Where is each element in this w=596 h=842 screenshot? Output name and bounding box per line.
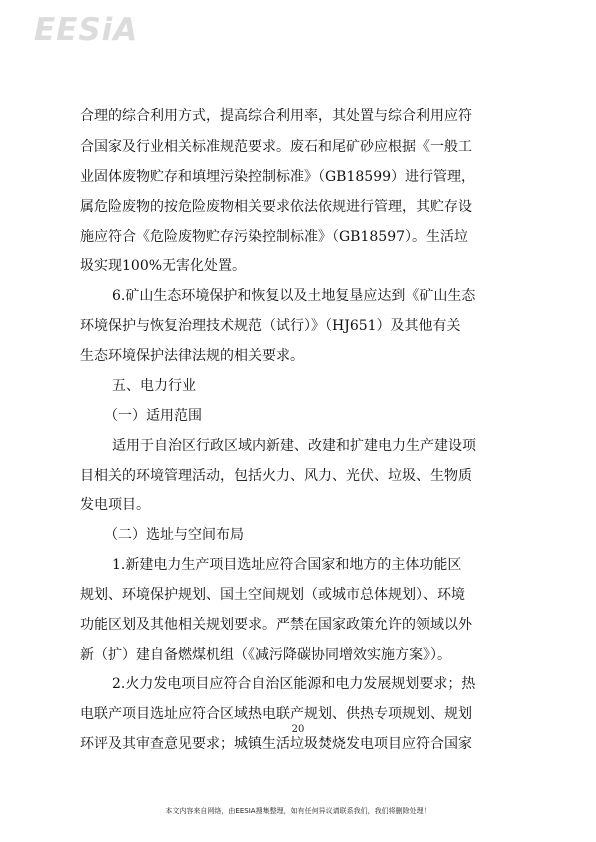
text-line: 环境保护与恢复治理技术规范（试行）》（HJ651）及其他有关 (80, 318, 461, 334)
text-line: 圾实现100%无害化处置。 (80, 258, 247, 274)
text-line: 功能区划及其他相关规划要求。严禁在国家政策允许的领域以外 (80, 617, 472, 633)
text-line: 发电项目。 (80, 497, 150, 513)
text-line: 合理的综合利用方式，提高综合利用率，其处置与综合利用应符 (80, 108, 472, 124)
text-line: 环评及其审查意见要求；城镇生活垃圾焚烧发电项目应符合国家 (80, 736, 472, 752)
text-line: 规划、环境保护规划、国土空间规划（或城市总体规划）、环境 (80, 587, 465, 603)
text-line: 施应符合《危险废物贮存污染控制标准》（GB18597）。生活垃 (80, 229, 469, 245)
text-line: 业固体废物贮存和填埋污染控制标准》（GB18599）进行管理， (80, 169, 476, 185)
text-line: 属危险废物的按危险废物相关要求依法依规进行管理，其贮存设 (80, 199, 472, 215)
section-heading: 五、电力行业 (112, 378, 196, 394)
page-number: 20 (291, 724, 305, 735)
subsection-heading: （二）选址与空间布局 (104, 527, 244, 543)
text-line: 6.矿山生态环境保护和恢复以及土地复垦应达到《矿山生态 (112, 288, 476, 304)
footer-disclaimer: 本文内容来自网络，由EESIA搜集整理，如有任何异议请联系我们，我们将删除处理！ (165, 807, 431, 815)
text-line: 适用于自治区行政区域内新建、改建和扩建电力生产建设项 (112, 438, 476, 454)
text-line: 目相关的环境管理活动，包括火力、风力、光伏、垃圾、生物质 (80, 468, 472, 484)
text-line: 合国家及行业相关标准规范要求。废石和尾矿砂应根据《一般工 (80, 139, 472, 155)
text-line: 生态环境保护法律法规的相关要求。 (80, 348, 304, 364)
subsection-heading: （一）适用范围 (104, 408, 202, 424)
text-line: 电联产项目选址应符合区域热电联产规划、供热专项规划、规划 (80, 706, 472, 722)
text-line: 2.火力发电项目应符合自治区能源和电力发展规划要求；热 (112, 676, 476, 692)
eesia-logo: EESiA (34, 12, 139, 48)
text-line: 新（扩）建自备燃煤机组（《减污降碳协同增效实施方案》）。 (80, 647, 451, 663)
text-line: 1.新建电力生产项目选址应符合国家和地方的主体功能区 (112, 557, 462, 573)
